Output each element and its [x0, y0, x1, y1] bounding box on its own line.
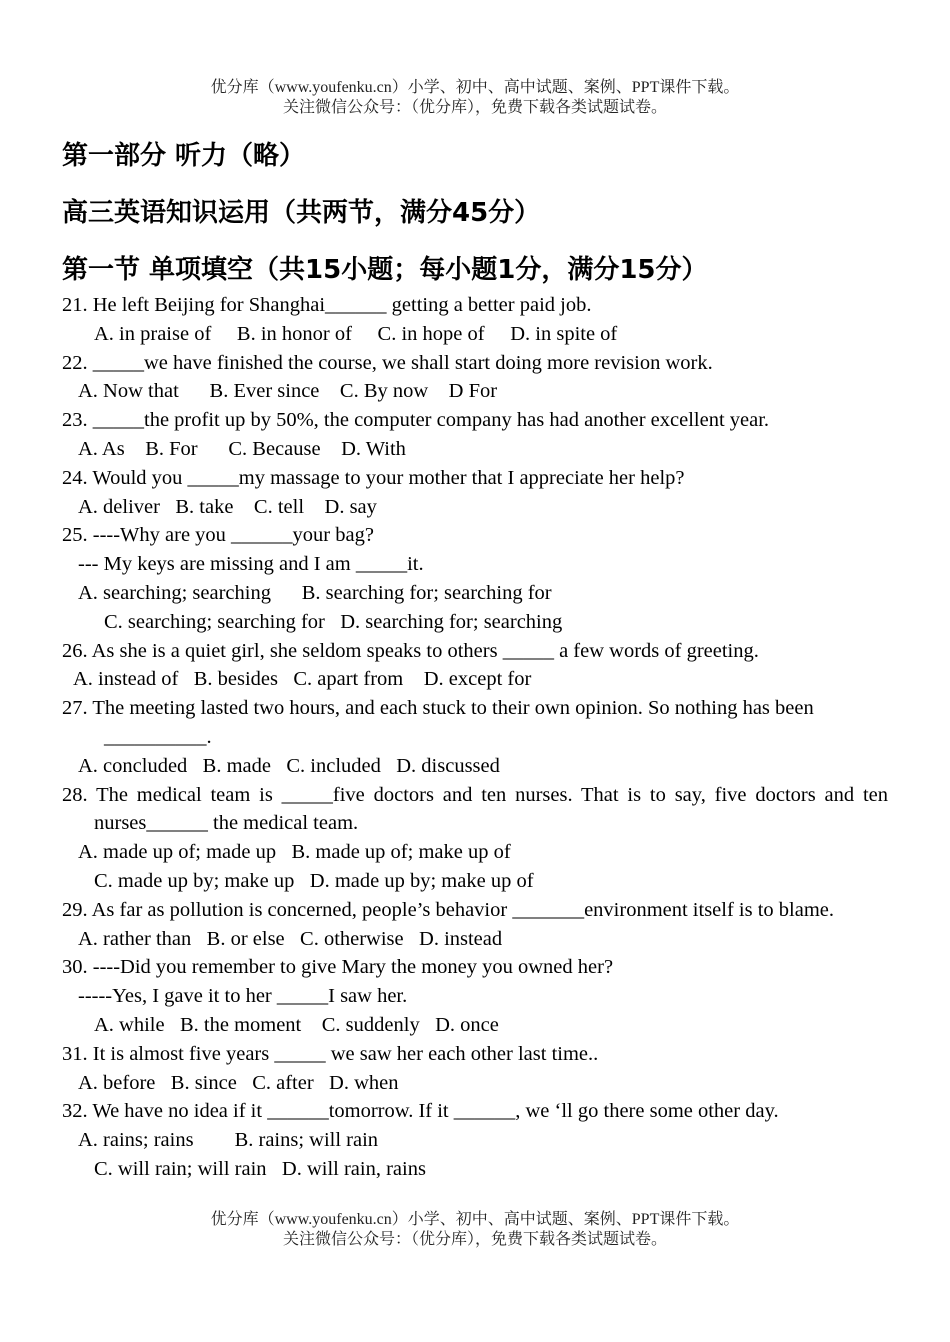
question-options: A. deliver B. take C. tell D. say [78, 495, 377, 518]
document-body [62, 128, 888, 1184]
question-dialogue-reply: --- My keys are missing and I am _____it. [78, 553, 424, 576]
question-options: A. instead of B. besides C. apart from D. except for [73, 668, 532, 691]
question-stem: 30. ----Did you remember to give Mary the money you owned her? [62, 956, 614, 979]
header-line-1: 优分库（www.youfenku.cn）小学、初中、高中试题、案例、PPT课件下载。 [210, 79, 740, 96]
question-stem: 29. As far as pollution is concerned, people’s behavior _______environment itself is to blame. [62, 898, 835, 921]
question-options: A. concluded B. made C. included D. discussed [78, 754, 500, 777]
question-options: A. before B. since C. after D. when [78, 1071, 399, 1094]
question-options: C. searching; searching for D. searching for; searching [104, 610, 563, 633]
question-options: C. made up by; make up D. made up by; make up of [94, 869, 534, 892]
question-stem: 21. He left Beijing for Shanghai______ getting a better paid job. [62, 294, 592, 316]
question-options: A. while B. the moment C. suddenly D. once [94, 1013, 499, 1036]
question-options: A. rains; rains B. rains; will rain [78, 1129, 379, 1152]
header-line-2: 关注微信公众号：（优分库），免费下载各类试题试卷。 [282, 99, 667, 116]
question-list [62, 291, 888, 1184]
question-stem: 23. _____the profit up by 50%, the computer company has had another excellent year. [62, 409, 770, 432]
question-options: A. made up of; made up B. made up of; make up of [78, 841, 511, 864]
subsection-heading: 第一节 单项填空（共15小题；每小题1分，满分15分） [62, 255, 708, 285]
question-stem: 31. It is almost five years _____ we saw her each other last time.. [62, 1042, 599, 1065]
question-options: A. in praise of B. in honor of C. in hope of D. in spite of [94, 322, 618, 345]
question-stem: 25. ----Why are you ______your bag? [62, 524, 374, 547]
question-stem-continued: __________. [104, 725, 212, 748]
question-stem: 22. _____we have finished the course, we shall start doing more revision work. [62, 351, 713, 374]
question-stem: 26. As she is a quiet girl, she seldom speaks to others _____ a few words of greeting. [62, 639, 759, 662]
question-dialogue-reply: -----Yes, I gave it to her _____I saw her. [78, 985, 408, 1008]
question-options: A. As B. For C. Because D. With [78, 437, 406, 460]
question-stem: 24. Would you _____my massage to your mother that I appreciate her help? [62, 466, 685, 489]
question-stem: 28. The medical team is _____five doctors and ten nurses. That is to say, five doctors and ten nurses______ the medical team. [62, 783, 888, 835]
question-options: C. will rain; will rain D. will rain, rains [94, 1157, 426, 1180]
footer-line-1: 优分库（www.youfenku.cn）小学、初中、高中试题、案例、PPT课件下载。 [210, 1211, 740, 1228]
page-footer [0, 1210, 950, 1250]
part-heading: 第一部分 听力（略） [62, 141, 306, 171]
section-heading: 高三英语知识运用（共两节，满分45分） [62, 198, 541, 228]
question-options: A. rather than B. or else C. otherwise D. instead [78, 927, 503, 950]
question-options: A. Now that B. Ever since C. By now D For [78, 380, 498, 403]
footer-line-2: 关注微信公众号：（优分库），免费下载各类试题试卷。 [282, 1231, 667, 1248]
question-stem: 27. The meeting lasted two hours, and each stuck to their own opinion. So nothing has been [62, 697, 814, 720]
question-stem: 32. We have no idea if it ______tomorrow. If it ______, we ‘ll go there some other day. [62, 1100, 779, 1123]
page-header [0, 78, 950, 118]
question-options: A. searching; searching B. searching for; searching for [78, 581, 552, 604]
